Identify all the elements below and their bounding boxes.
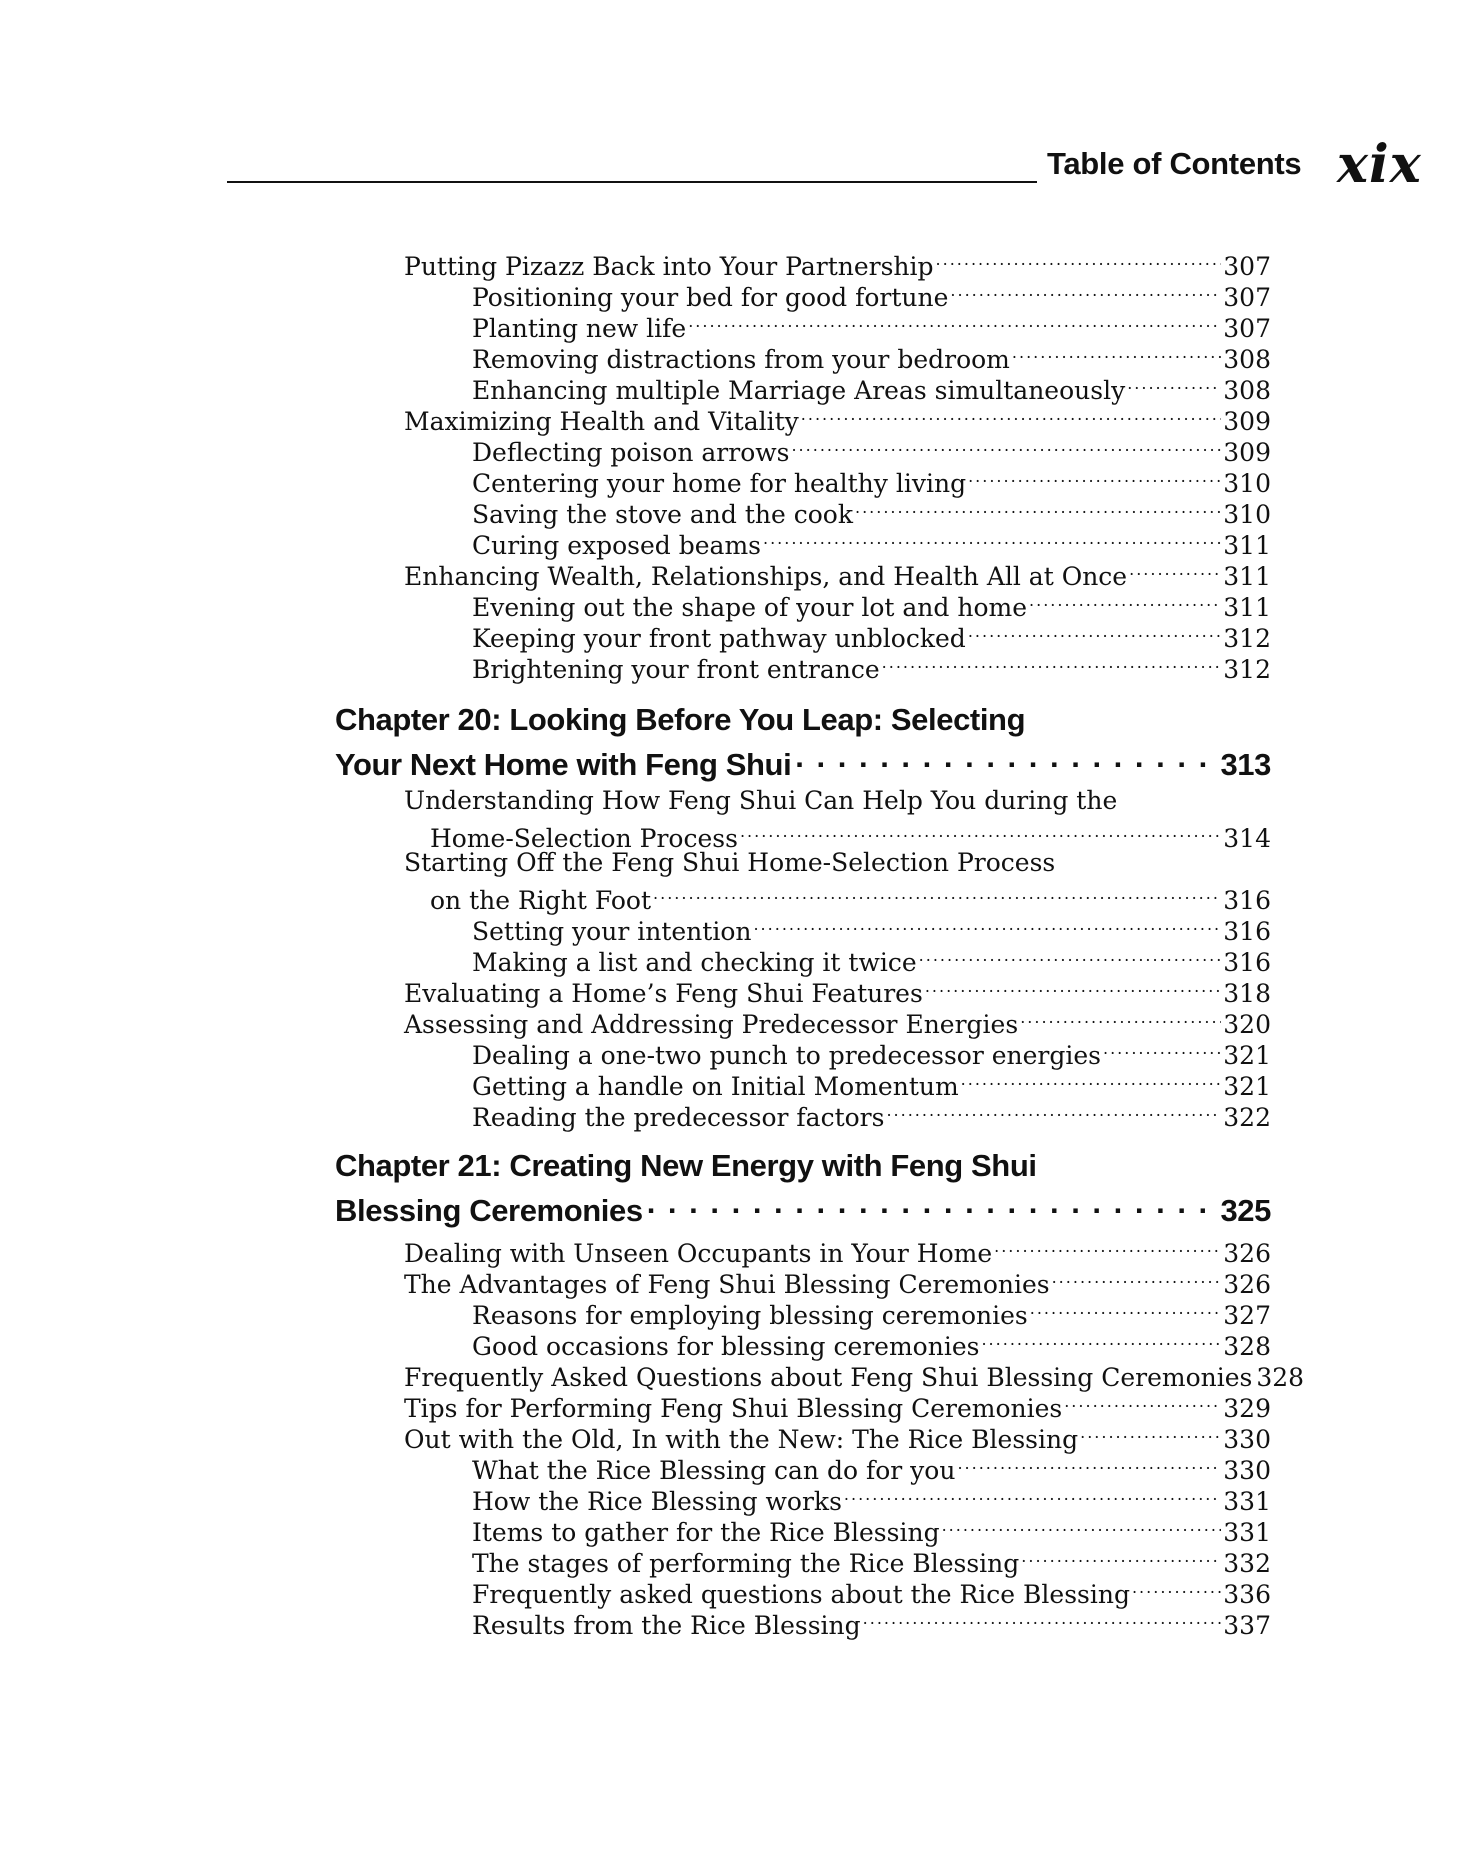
dot-leader bbox=[981, 1324, 1221, 1355]
toc-entry[interactable] bbox=[472, 1064, 1271, 1101]
toc-entry[interactable] bbox=[472, 1324, 1271, 1361]
dot-leader bbox=[1021, 1541, 1221, 1572]
toc-entry-title: Planting new life bbox=[472, 314, 687, 343]
toc-entry[interactable] bbox=[430, 878, 1271, 915]
toc-entry-title: on the Right Foot bbox=[430, 886, 652, 915]
toc-entry-page: 328 bbox=[1256, 1363, 1305, 1392]
toc-entry-page: 331 bbox=[1223, 1518, 1271, 1547]
toc-entry[interactable] bbox=[404, 971, 1271, 1008]
toc-entry-title: The stages of performing the Rice Blessing bbox=[472, 1549, 1020, 1578]
chapter-21-title-cont: Blessing Ceremonies bbox=[335, 1193, 643, 1228]
toc-entry-title: Good occasions for blessing ceremonies bbox=[472, 1332, 980, 1361]
toc-entry[interactable] bbox=[472, 616, 1271, 653]
toc-entry-page: 311 bbox=[1223, 593, 1271, 622]
toc-entry[interactable] bbox=[404, 1355, 1305, 1392]
toc-entry-title: Enhancing multiple Marriage Areas simultaneously bbox=[472, 376, 1126, 405]
dot-leader bbox=[882, 647, 1222, 678]
dot-leader bbox=[1020, 1002, 1221, 1033]
toc-entry-page: 321 bbox=[1223, 1041, 1271, 1070]
toc-entry-page: 314 bbox=[1223, 824, 1271, 853]
toc-entry-page: 327 bbox=[1223, 1301, 1271, 1330]
toc-entry[interactable] bbox=[472, 647, 1271, 684]
toc-entry-title: Getting a handle on Initial Momentum bbox=[472, 1072, 959, 1101]
toc-entry-title: Results from the Rice Blessing bbox=[472, 1611, 861, 1640]
toc-entry[interactable] bbox=[472, 1095, 1271, 1132]
dot-leader bbox=[1132, 1572, 1221, 1603]
dot-leader bbox=[801, 399, 1221, 430]
toc-entry-page: 316 bbox=[1223, 917, 1271, 946]
toc-entry-page: 309 bbox=[1223, 438, 1271, 467]
toc-entry[interactable] bbox=[472, 585, 1271, 622]
toc-entry-title: Tips for Performing Feng Shui Blessing Ceremonies bbox=[404, 1394, 1063, 1423]
toc-entry-title: The Advantages of Feng Shui Blessing Ceremonies bbox=[404, 1270, 1050, 1299]
dot-leader bbox=[1103, 1033, 1221, 1064]
toc-entry-page: 321 bbox=[1223, 1072, 1271, 1101]
dot-leader bbox=[653, 878, 1221, 909]
toc-entry[interactable] bbox=[472, 1448, 1271, 1485]
toc-entry[interactable] bbox=[472, 337, 1271, 374]
toc-entry-page: 310 bbox=[1223, 500, 1271, 529]
toc-entry[interactable] bbox=[472, 1541, 1271, 1578]
dot-leader bbox=[844, 1479, 1221, 1510]
toc-entry-page: 312 bbox=[1223, 624, 1271, 653]
toc-entry[interactable] bbox=[472, 430, 1271, 467]
toc-entry-title: Maximizing Health and Vitality bbox=[404, 407, 799, 436]
dot-leader bbox=[1064, 1386, 1221, 1417]
toc-entry-page: 326 bbox=[1223, 1270, 1271, 1299]
toc-entry[interactable] bbox=[472, 1293, 1271, 1330]
dot-leader bbox=[1129, 554, 1221, 585]
toc-entry[interactable] bbox=[430, 816, 1271, 853]
dot-leader bbox=[936, 244, 1222, 275]
toc-entry-title: Dealing a one-two punch to predecessor energies bbox=[472, 1041, 1101, 1070]
toc-entry-title: What the Rice Blessing can do for you bbox=[472, 1456, 956, 1485]
toc-entry[interactable] bbox=[472, 909, 1271, 946]
chapter-20-heading-line2[interactable] bbox=[335, 739, 1271, 782]
toc-entry-page: 331 bbox=[1223, 1487, 1271, 1516]
toc-entry-page: 336 bbox=[1223, 1580, 1271, 1609]
toc-entry[interactable] bbox=[472, 461, 1271, 498]
toc-entry-title: Assessing and Addressing Predecessor Energies bbox=[404, 1010, 1019, 1039]
toc-entry-title: Evening out the shape of your lot and home bbox=[472, 593, 1028, 622]
toc-entry-title: Enhancing Wealth, Relationships, and Health All at Once bbox=[404, 562, 1128, 591]
toc-entry-title: Evaluating a Home’s Feng Shui Features bbox=[404, 979, 923, 1008]
toc-entry-page: 308 bbox=[1223, 376, 1271, 405]
toc-entry-page: 308 bbox=[1223, 345, 1271, 374]
toc-entry-title: How the Rice Blessing works bbox=[472, 1487, 842, 1516]
toc-entry[interactable] bbox=[404, 1002, 1271, 1039]
toc-entry[interactable] bbox=[472, 275, 1271, 312]
chapter-20-page: 313 bbox=[1220, 747, 1271, 782]
toc-entry[interactable] bbox=[472, 940, 1271, 977]
toc-entry-page: 332 bbox=[1223, 1549, 1271, 1578]
toc-entry-page: 316 bbox=[1223, 886, 1271, 915]
toc-entry-page: 328 bbox=[1223, 1332, 1271, 1361]
dot-leader bbox=[753, 909, 1221, 940]
toc-entry-title: Deflecting poison arrows bbox=[472, 438, 790, 467]
dot-leader bbox=[968, 461, 1221, 492]
toc-entry-title: Brightening your front entrance bbox=[472, 655, 880, 684]
toc-entry[interactable] bbox=[472, 1603, 1271, 1640]
dot-leader bbox=[740, 816, 1221, 847]
toc-entry-page: 307 bbox=[1223, 314, 1271, 343]
toc-entry-page: 318 bbox=[1223, 979, 1271, 1008]
toc-entry-title: Centering your home for healthy living bbox=[472, 469, 967, 498]
page-number: xix bbox=[1337, 134, 1422, 195]
toc-entry[interactable] bbox=[472, 1572, 1271, 1609]
toc-entry-title[interactable]: Starting Off the Feng Shui Home-Selection Process bbox=[404, 848, 1056, 877]
dot-leader bbox=[855, 492, 1221, 523]
toc-entry-page: 316 bbox=[1223, 948, 1271, 977]
toc-entry-title: Removing distractions from your bedroom bbox=[472, 345, 1010, 374]
toc-entry-title: Keeping your front pathway unblocked bbox=[472, 624, 966, 653]
toc-entry-title: Positioning your bed for good fortune bbox=[472, 283, 949, 312]
toc-entry-title: Putting Pizazz Back into Your Partnership bbox=[404, 252, 934, 281]
toc-entry-page: 329 bbox=[1223, 1394, 1271, 1423]
dot-leader bbox=[1030, 1293, 1222, 1324]
chapter-21-page: 325 bbox=[1220, 1193, 1271, 1228]
dot-leader bbox=[994, 1231, 1221, 1262]
toc-entry[interactable] bbox=[404, 399, 1271, 436]
dot-leader bbox=[925, 971, 1221, 1002]
toc-entry-page: 330 bbox=[1223, 1425, 1271, 1454]
dot-leader bbox=[791, 430, 1221, 461]
toc-entry-title: Curing exposed beams bbox=[472, 531, 761, 560]
toc-entry-title: Dealing with Unseen Occupants in Your Home bbox=[404, 1239, 993, 1268]
toc-entry[interactable] bbox=[472, 368, 1271, 405]
dot-leader bbox=[957, 1448, 1221, 1479]
chapter-20-heading[interactable]: Chapter 20: Looking Before You Leap: Selecting bbox=[335, 702, 1026, 737]
toc-entry-page: 307 bbox=[1223, 283, 1271, 312]
dot-leader bbox=[1029, 585, 1221, 616]
dot-leader bbox=[795, 739, 1216, 775]
toc-entry-page: 311 bbox=[1223, 531, 1271, 560]
toc-entry-page: 309 bbox=[1223, 407, 1271, 436]
toc-entry-title: Out with the Old, In with the New: The Rice Blessing bbox=[404, 1425, 1079, 1454]
toc-entry-page: 311 bbox=[1223, 562, 1271, 591]
toc-entry-page: 337 bbox=[1223, 1611, 1271, 1640]
dot-leader bbox=[763, 523, 1221, 554]
toc-entry-title: Home-Selection Process bbox=[430, 824, 738, 853]
toc-entry[interactable] bbox=[404, 554, 1271, 591]
dot-leader bbox=[950, 275, 1221, 306]
dot-leader bbox=[1052, 1262, 1222, 1293]
chapter-21-heading[interactable]: Chapter 21: Creating New Energy with Feng Shui bbox=[335, 1148, 1037, 1183]
toc-entry-page: 310 bbox=[1223, 469, 1271, 498]
running-title: Table of Contents bbox=[1047, 146, 1302, 181]
chapter-20-title-cont: Your Next Home with Feng Shui bbox=[335, 747, 792, 782]
toc-entry-page: 320 bbox=[1223, 1010, 1271, 1039]
chapter-21-heading-line2[interactable] bbox=[335, 1185, 1271, 1228]
toc-entry[interactable] bbox=[404, 1417, 1271, 1454]
toc-entry-title: Reading the predecessor factors bbox=[472, 1103, 885, 1132]
toc-entry[interactable] bbox=[472, 523, 1271, 560]
toc-entry-page: 312 bbox=[1223, 655, 1271, 684]
toc-entry[interactable] bbox=[472, 492, 1271, 529]
toc-entry[interactable] bbox=[472, 306, 1271, 343]
toc-entry[interactable] bbox=[472, 1479, 1271, 1516]
toc-entry[interactable] bbox=[404, 1386, 1271, 1423]
dot-leader bbox=[961, 1064, 1222, 1095]
dot-leader bbox=[647, 1185, 1217, 1221]
toc-entry-page: 326 bbox=[1223, 1239, 1271, 1268]
toc-entry-title: Saving the stove and the cook bbox=[472, 500, 853, 529]
toc-entry-page: 330 bbox=[1223, 1456, 1271, 1485]
dot-leader bbox=[942, 1510, 1222, 1541]
toc-entry-title: Making a list and checking it twice bbox=[472, 948, 917, 977]
dot-leader bbox=[886, 1095, 1221, 1126]
toc-entry[interactable] bbox=[472, 1033, 1271, 1070]
toc-entry-title: Setting your intention bbox=[472, 917, 752, 946]
toc-entry-page: 322 bbox=[1223, 1103, 1271, 1132]
toc-entry[interactable] bbox=[404, 1231, 1271, 1268]
dot-leader bbox=[1080, 1417, 1221, 1448]
dot-leader bbox=[968, 616, 1221, 647]
dot-leader bbox=[1012, 337, 1221, 368]
dot-leader bbox=[919, 940, 1222, 971]
toc-entry-title[interactable]: Understanding How Feng Shui Can Help You during the bbox=[404, 786, 1118, 815]
toc-entry[interactable] bbox=[404, 244, 1271, 281]
toc-entry-page: 307 bbox=[1223, 252, 1271, 281]
toc-entry-title: Items to gather for the Rice Blessing bbox=[472, 1518, 940, 1547]
toc-entry[interactable] bbox=[472, 1510, 1271, 1547]
toc-entry-title: Frequently Asked Questions about Feng Shui Blessing Ceremonies bbox=[404, 1363, 1253, 1392]
toc-entry[interactable] bbox=[404, 1262, 1271, 1299]
dot-leader bbox=[1127, 368, 1221, 399]
toc-entry-title: Reasons for employing blessing ceremonies bbox=[472, 1301, 1028, 1330]
dot-leader bbox=[863, 1603, 1222, 1634]
dot-leader bbox=[688, 306, 1221, 337]
toc-entry-title: Frequently asked questions about the Rice Blessing bbox=[472, 1580, 1130, 1609]
